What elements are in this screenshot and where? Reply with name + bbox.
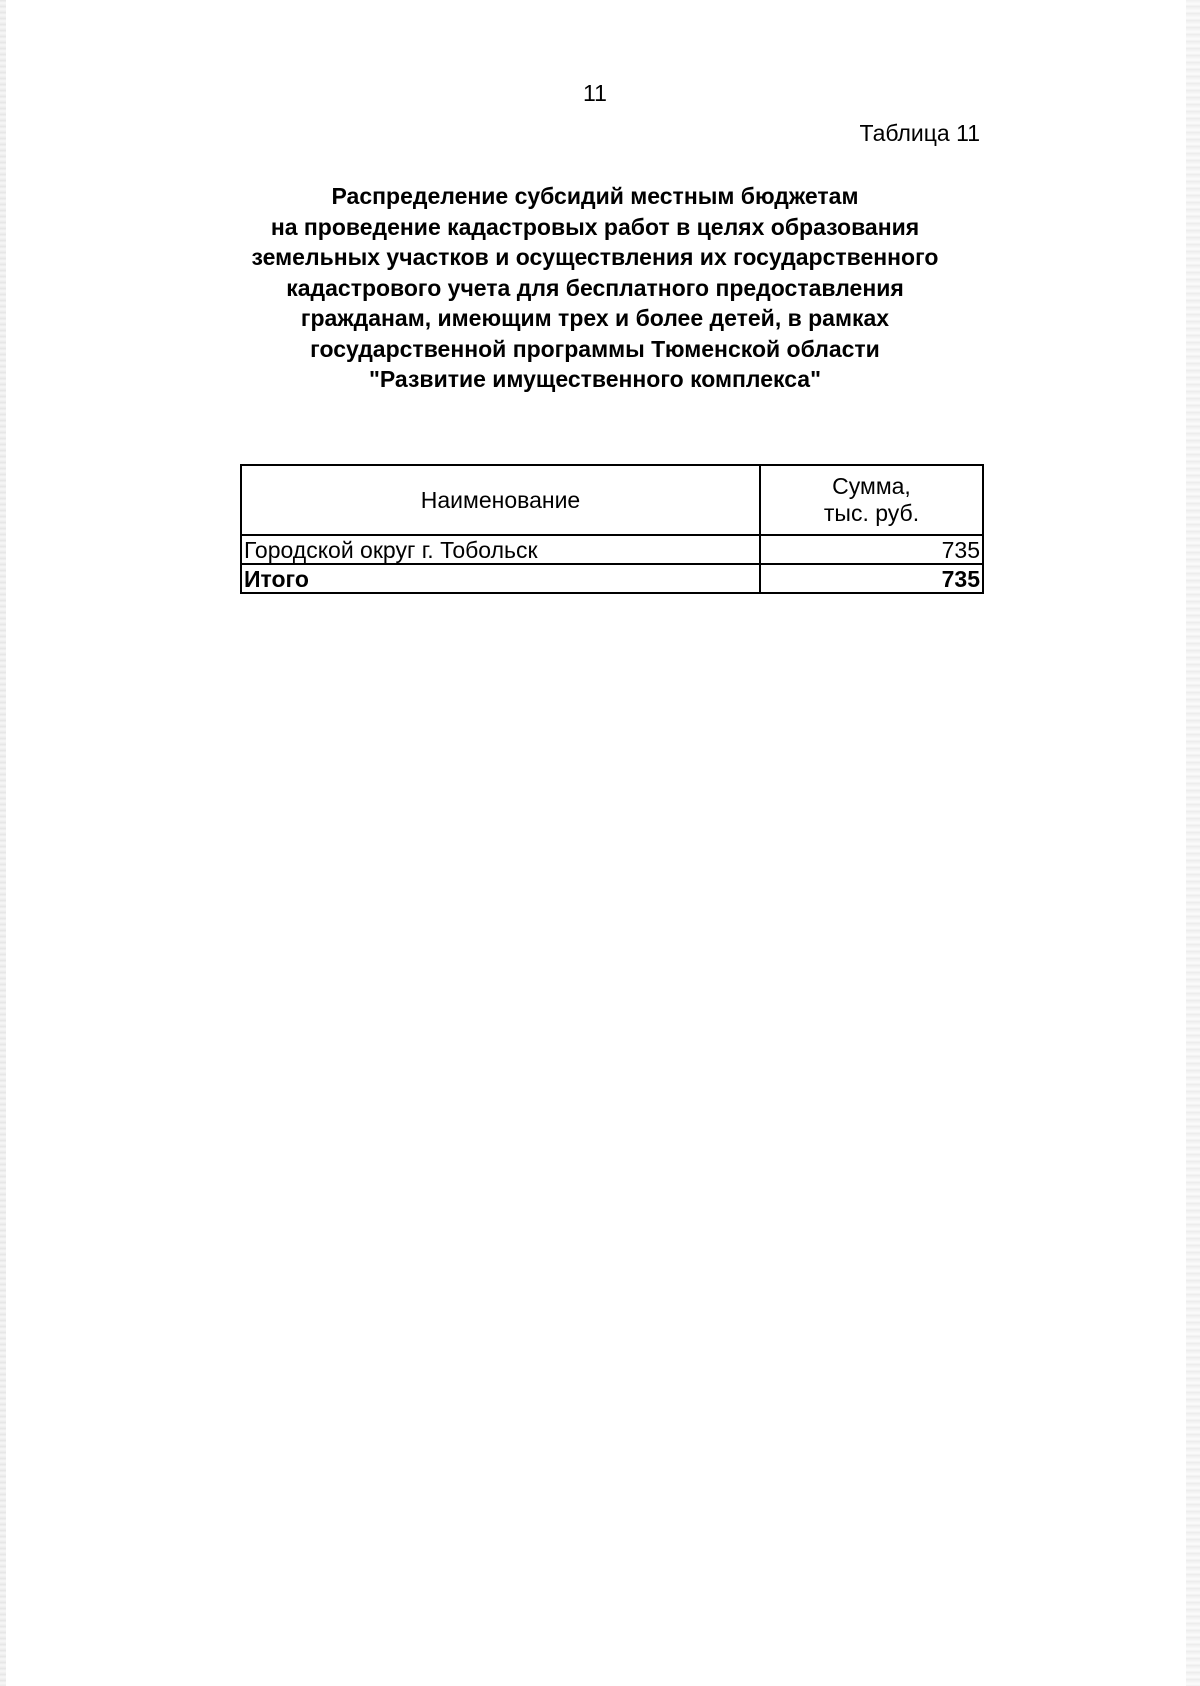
total-sum: 735 xyxy=(760,564,983,593)
table-row xyxy=(241,535,983,564)
title-line: кадастрового учета для бесплатного предоставления xyxy=(286,274,904,301)
page-number: 11 xyxy=(583,80,607,106)
total-row xyxy=(241,564,983,593)
scan-edge-left xyxy=(0,0,6,1686)
title-line: земельных участков и осуществления их государственного xyxy=(251,244,939,270)
scan-edge-right xyxy=(1186,0,1200,1686)
header-sum-line1: Сумма, xyxy=(832,473,911,499)
total-name: Итого xyxy=(241,564,760,593)
title-line: на проведение кадастровых работ в целях образования xyxy=(270,213,920,240)
table-label: Таблица 11 xyxy=(859,120,980,146)
title-line: государственной программы Тюменской области xyxy=(310,335,880,362)
header-sum xyxy=(760,465,983,535)
title-line: гражданам, имеющим трех и более детей, в рамках xyxy=(300,305,890,331)
table-header-row xyxy=(241,465,983,535)
header-sum-line2: тыс. руб. xyxy=(823,500,920,526)
subsidy-table xyxy=(240,464,984,594)
row-name: Городской округ г. Тобольск xyxy=(241,535,760,564)
title-line: "Развитие имущественного комплекса" xyxy=(368,366,821,392)
header-name: Наименование xyxy=(241,465,760,535)
row-sum: 735 xyxy=(760,535,983,564)
document-title xyxy=(230,181,960,395)
title-line: Распределение субсидий местным бюджетам xyxy=(331,183,859,209)
